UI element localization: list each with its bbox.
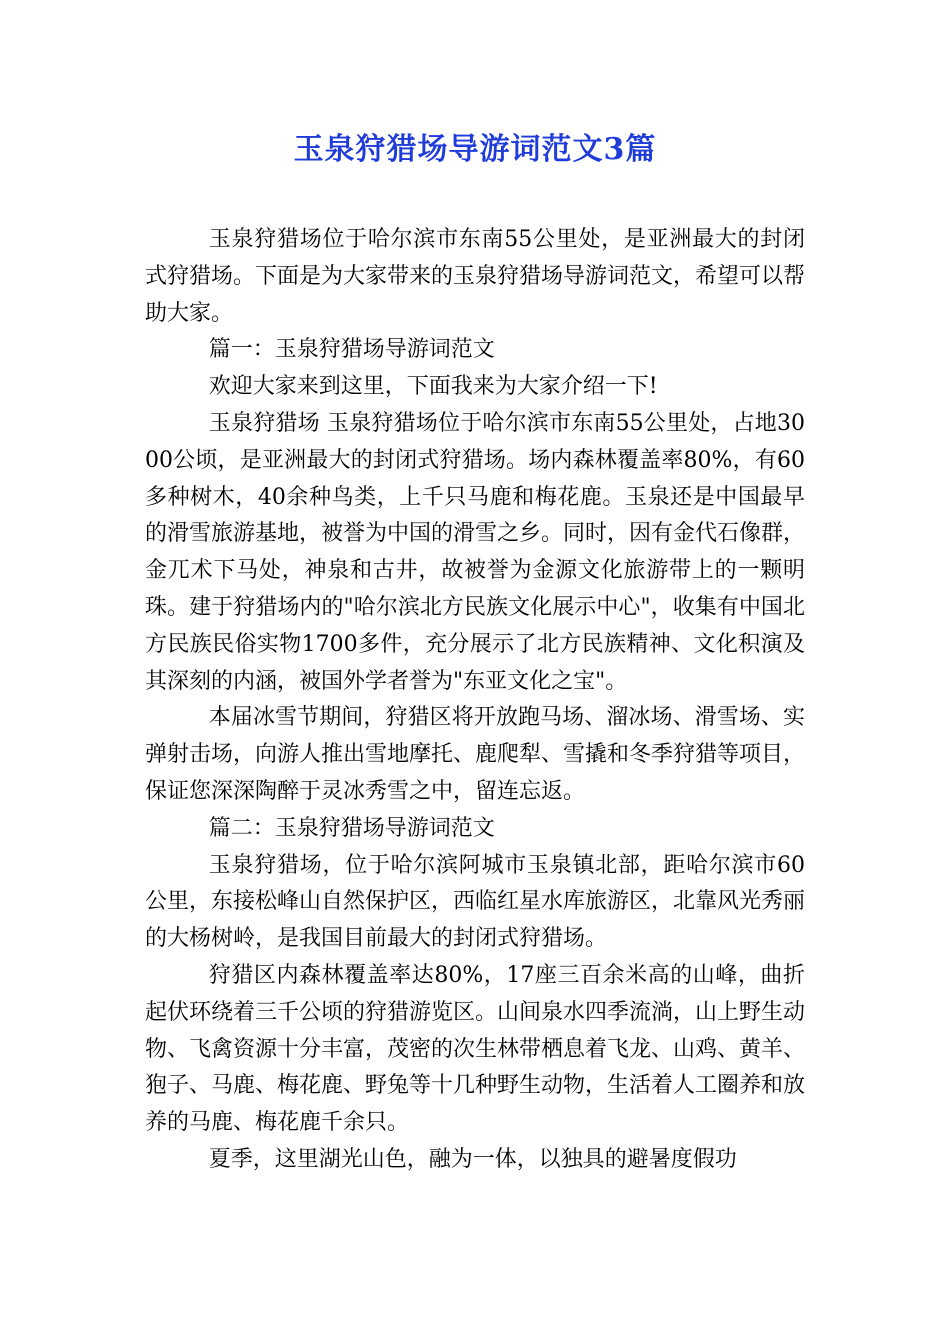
paragraph-forest: 狩猎区内森林覆盖率达80%，17座三百余米高的山峰，曲折起伏环绕着三千公顷的狩猎游览区。山间泉水四季流淌，山上野生动物、飞禽资源十分丰富，茂密的次生林带栖息着飞龙、山鸡、黄羊、狍子、马鹿、梅花鹿、野兔等十几种野生动物，生活着人工圈养和放养的马鹿、梅花鹿千余只。: [145, 962, 806, 1136]
paragraph-ice-festival: 本届冰雪节期间，狩猎区将开放跑马场、溜冰场、滑雪场、实弹射击场，向游人推出雪地摩托、鹿爬犁、雪撬和冬季狩猎等项目，保证您深深陶醉于灵冰秀雪之中，留连忘返。: [145, 705, 806, 804]
paragraph-location: 玉泉狩猎场，位于哈尔滨阿城市玉泉镇北部，距哈尔滨市60公里，东接松峰山自然保护区，西临红星水库旅游区，北靠风光秀丽的大杨树岭，是我国目前最大的封闭式狩猎场。: [145, 852, 806, 952]
section-heading-2: 篇二：玉泉狩猎场导游词范文: [208, 815, 495, 841]
document-title: 玉泉狩猎场导游词范文3篇: [293, 132, 657, 167]
paragraph-intro: 玉泉狩猎场位于哈尔滨市东南55公里处，是亚洲最大的封闭式狩猎场。下面是为大家带来的玉泉狩猎场导游词范文，希望可以帮助大家。: [145, 227, 806, 326]
section-heading-1: 篇一：玉泉狩猎场导游词范文: [208, 337, 495, 363]
paragraph-overview: 玉泉狩猎场 玉泉狩猎场位于哈尔滨市东南55公里处，占地3000公顷，是亚洲最大的封闭式狩猎场。场内森林覆盖率80%，有60多种树木，40余种鸟类，上千只马鹿和梅花鹿。玉泉还是中国最早的滑雪旅游基地，被誉为中国的滑雪之乡。同时，因有金代石像群，金兀术下马处，神泉和古井，故被誉为金源文化旅游带上的一颗明珠。建于狩猎场内的"哈尔滨北方民族文化展示中心"，收集有中国北方民族民俗实物1700多件，充分展示了北方民族精神、文化积演及其深刻的内涵，被国外学者誉为"东亚文化之宝"。: [145, 410, 806, 694]
paragraph-welcome: 欢迎大家来到这里，下面我来为大家介绍一下!: [208, 374, 658, 400]
document-body: [145, 222, 805, 1179]
paragraph-summer: 夏季，这里湖光山色，融为一体，以独具的避暑度假功: [208, 1146, 737, 1172]
